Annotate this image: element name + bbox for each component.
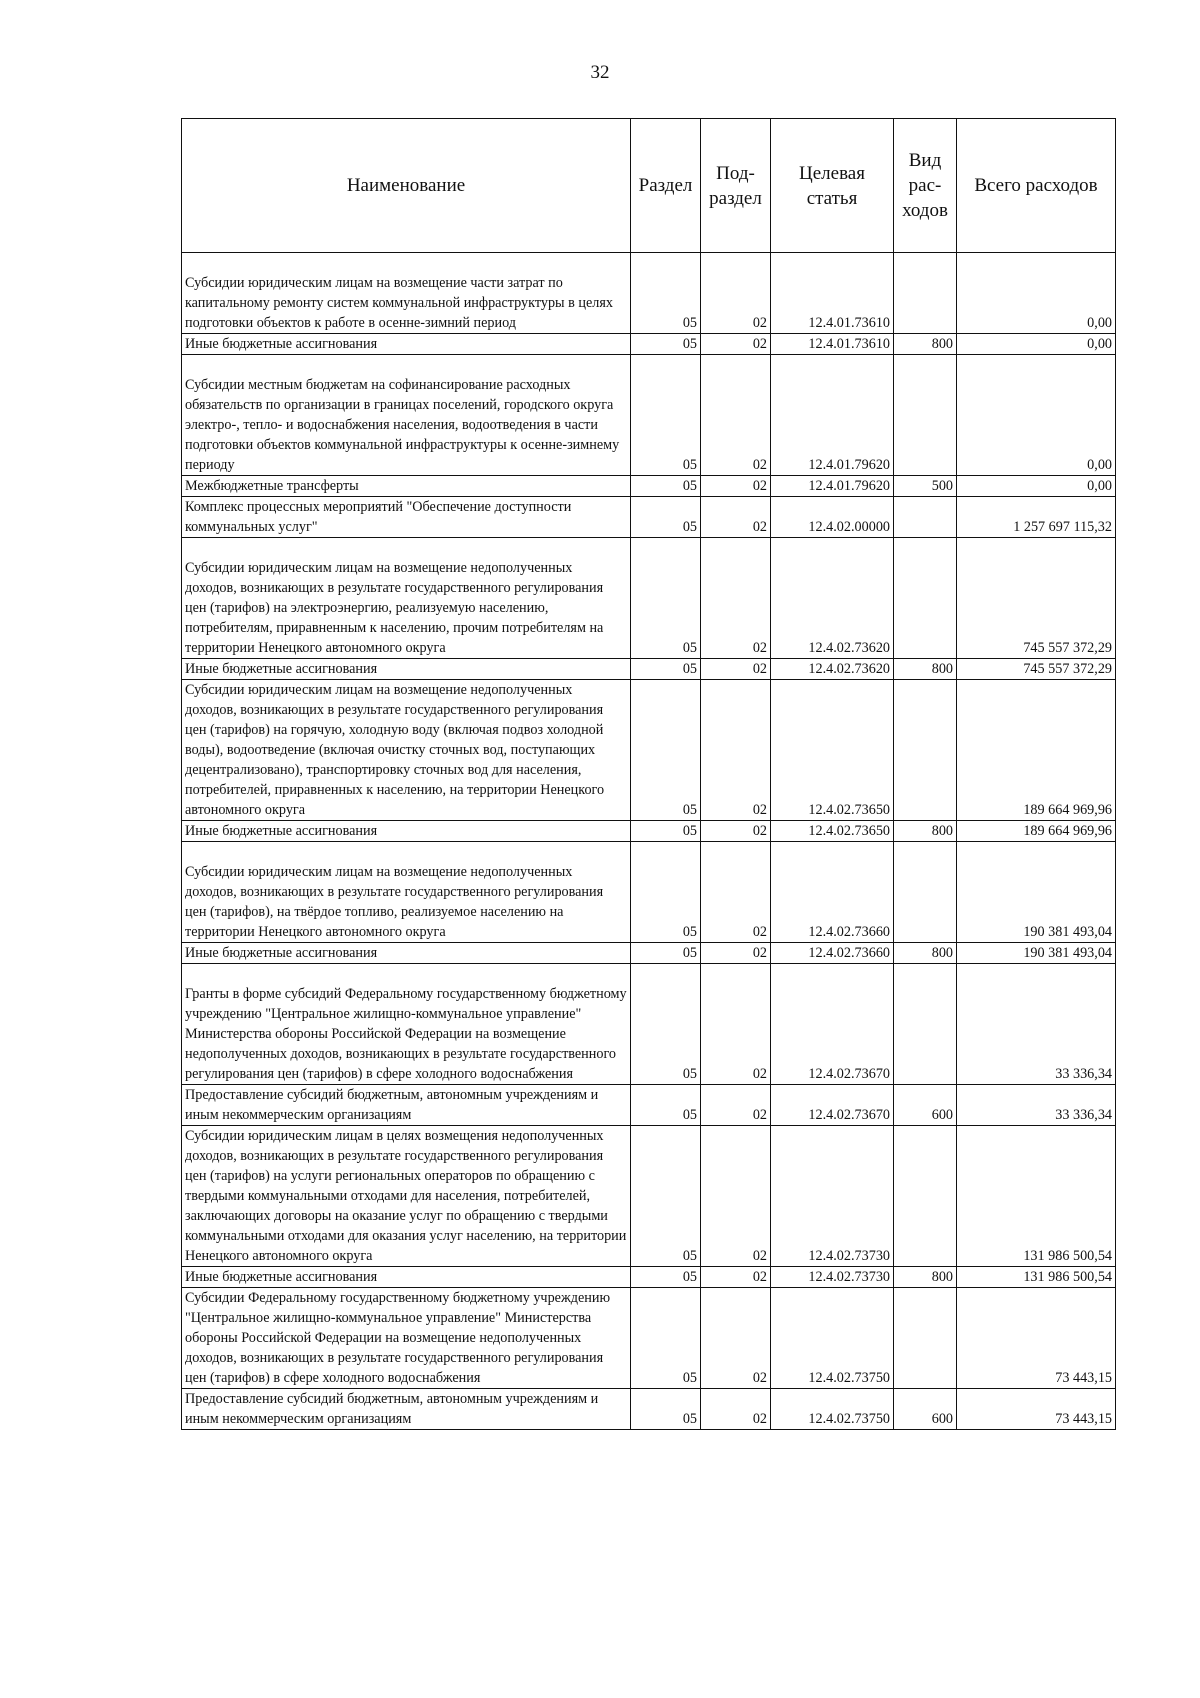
row-name: Иные бюджетные ассигнования — [182, 659, 631, 680]
header-section: Раздел — [631, 119, 701, 253]
row-target-article: 12.4.01.73610 — [771, 334, 894, 355]
row-expense-type — [894, 862, 957, 943]
header-subsection: Под- раздел — [701, 119, 771, 253]
row-section: 05 — [631, 1288, 701, 1389]
row-expense-type: 500 — [894, 476, 957, 497]
row-subsection: 02 — [701, 680, 771, 821]
row-total: 1 257 697 115,32 — [957, 497, 1116, 538]
row-total: 33 336,34 — [957, 1085, 1116, 1126]
row-name: Предоставление субсидий бюджетным, автономным учреждениям и иным некоммерческим организациям — [182, 1389, 631, 1430]
row-target-article: 12.4.02.73730 — [771, 1126, 894, 1267]
row-expense-type: 800 — [894, 943, 957, 964]
row-total: 33 336,34 — [957, 984, 1116, 1085]
spacer-row — [182, 964, 1116, 985]
spacer-row — [182, 253, 1116, 274]
row-expense-type — [894, 497, 957, 538]
row-subsection: 02 — [701, 821, 771, 842]
row-subsection: 02 — [701, 943, 771, 964]
row-section: 05 — [631, 821, 701, 842]
row-name: Предоставление субсидий бюджетным, автономным учреждениям и иным некоммерческим организациям — [182, 1085, 631, 1126]
row-section: 05 — [631, 1267, 701, 1288]
row-section: 05 — [631, 1085, 701, 1126]
row-section: 05 — [631, 680, 701, 821]
row-section: 05 — [631, 862, 701, 943]
row-subsection: 02 — [701, 1389, 771, 1430]
table-header-row — [182, 119, 1116, 253]
row-name: Субсидии юридическим лицам в целях возмещения недополученных доходов, возникающих в результате государственного регулирования цен (тарифов) на услуги региональных операторов по обращению с твердыми коммунальными отходами для населения, потребителей, заключающих договоры на оказание услуг по обращению с твердыми коммунальными отходами для оказания услуг населению, на территории Ненецкого автономного округа — [182, 1126, 631, 1267]
row-expense-type — [894, 1288, 957, 1389]
row-subsection: 02 — [701, 558, 771, 659]
row-expense-type — [894, 273, 957, 334]
row-total: 745 557 372,29 — [957, 558, 1116, 659]
header-target-article: Целевая статья — [771, 119, 894, 253]
row-total: 190 381 493,04 — [957, 943, 1116, 964]
table-row — [182, 558, 1116, 659]
row-expense-type — [894, 375, 957, 476]
table-row — [182, 862, 1116, 943]
row-section: 05 — [631, 476, 701, 497]
row-expense-type: 600 — [894, 1389, 957, 1430]
row-expense-type: 800 — [894, 821, 957, 842]
row-name: Иные бюджетные ассигнования — [182, 943, 631, 964]
row-target-article: 12.4.01.79620 — [771, 476, 894, 497]
page-number: 32 — [590, 62, 610, 83]
row-section: 05 — [631, 659, 701, 680]
table-row — [182, 375, 1116, 476]
row-total: 131 986 500,54 — [957, 1267, 1116, 1288]
row-target-article: 12.4.02.73750 — [771, 1389, 894, 1430]
row-expense-type: 600 — [894, 1085, 957, 1126]
row-subsection: 02 — [701, 497, 771, 538]
row-target-article: 12.4.02.73650 — [771, 680, 894, 821]
row-subsection: 02 — [701, 375, 771, 476]
row-name: Субсидии юридическим лицам на возмещение недополученных доходов, возникающих в результате государственного регулирования цен (тарифов) на горячую, холодную воду (включая подвоз холодной воды), водоотведение (включая очистку сточных вод, поступающих децентрализовано), транспортировку сточных вод для населения, потребителей, приравненных к населению, на территории Ненецкого автономного округа — [182, 680, 631, 821]
row-section: 05 — [631, 375, 701, 476]
row-subsection: 02 — [701, 862, 771, 943]
row-name: Комплекс процессных мероприятий "Обеспечение доступности коммунальных услуг" — [182, 497, 631, 538]
row-name: Иные бюджетные ассигнования — [182, 1267, 631, 1288]
row-section: 05 — [631, 497, 701, 538]
row-name: Межбюджетные трансферты — [182, 476, 631, 497]
row-total: 73 443,15 — [957, 1288, 1116, 1389]
row-total: 190 381 493,04 — [957, 862, 1116, 943]
row-expense-type: 800 — [894, 1267, 957, 1288]
row-name: Иные бюджетные ассигнования — [182, 334, 631, 355]
budget-table — [181, 118, 1116, 1430]
table-row — [182, 680, 1116, 821]
table-row — [182, 1288, 1116, 1389]
row-subsection: 02 — [701, 1267, 771, 1288]
header-total: Всего расходов — [957, 119, 1116, 253]
row-section: 05 — [631, 1389, 701, 1430]
row-total: 0,00 — [957, 375, 1116, 476]
row-section: 05 — [631, 943, 701, 964]
table-row — [182, 1126, 1116, 1267]
row-name: Субсидии юридическим лицам на возмещение недополученных доходов, возникающих в результате государственного регулирования цен (тарифов), на твёрдое топливо, реализуемое населению на территории Ненецкого автономного округа — [182, 862, 631, 943]
row-target-article: 12.4.02.73620 — [771, 558, 894, 659]
row-target-article: 12.4.02.73670 — [771, 1085, 894, 1126]
row-expense-type: 800 — [894, 334, 957, 355]
table-row — [182, 1267, 1116, 1288]
row-target-article: 12.4.02.00000 — [771, 497, 894, 538]
table-row — [182, 821, 1116, 842]
row-expense-type — [894, 1126, 957, 1267]
header-name: Наименование — [182, 119, 631, 253]
spacer-row — [182, 538, 1116, 559]
row-target-article: 12.4.02.73660 — [771, 862, 894, 943]
row-target-article: 12.4.02.73650 — [771, 821, 894, 842]
table-row — [182, 334, 1116, 355]
row-name: Субсидии юридическим лицам на возмещение части затрат по капитальному ремонту систем коммунальной инфраструктуры в целях подготовки объектов к работе в осенне-зимний период — [182, 273, 631, 334]
row-target-article: 12.4.01.73610 — [771, 273, 894, 334]
header-expense-type: Вид рас- ходов — [894, 119, 957, 253]
table-row — [182, 476, 1116, 497]
row-subsection: 02 — [701, 659, 771, 680]
row-target-article: 12.4.01.79620 — [771, 375, 894, 476]
table-body — [182, 253, 1116, 1430]
row-total: 189 664 969,96 — [957, 680, 1116, 821]
row-total: 73 443,15 — [957, 1389, 1116, 1430]
table-row — [182, 1085, 1116, 1126]
row-subsection: 02 — [701, 1085, 771, 1126]
table-row — [182, 943, 1116, 964]
row-total: 0,00 — [957, 334, 1116, 355]
row-expense-type — [894, 680, 957, 821]
row-name: Иные бюджетные ассигнования — [182, 821, 631, 842]
row-name: Субсидии юридическим лицам на возмещение недополученных доходов, возникающих в результате государственного регулирования цен (тарифов) на электроэнергию, реализуемую населению, потребителям, приравненным к населению, прочим потребителям на территории Ненецкого автономного округа — [182, 558, 631, 659]
row-subsection: 02 — [701, 1126, 771, 1267]
row-subsection: 02 — [701, 334, 771, 355]
row-target-article: 12.4.02.73730 — [771, 1267, 894, 1288]
row-section: 05 — [631, 334, 701, 355]
row-total: 189 664 969,96 — [957, 821, 1116, 842]
row-section: 05 — [631, 984, 701, 1085]
row-target-article: 12.4.02.73670 — [771, 984, 894, 1085]
row-total: 131 986 500,54 — [957, 1126, 1116, 1267]
row-target-article: 12.4.02.73620 — [771, 659, 894, 680]
spacer-row — [182, 842, 1116, 863]
row-expense-type — [894, 558, 957, 659]
row-name: Гранты в форме субсидий Федеральному государственному бюджетному учреждению "Центральное жилищно-коммунальное управление" Министерства обороны Российской Федерации на возмещение недополученных доходов, возникающих в результате государственного регулирования цен (тарифов) в сфере холодного водоснабжения — [182, 984, 631, 1085]
row-total: 745 557 372,29 — [957, 659, 1116, 680]
row-section: 05 — [631, 558, 701, 659]
row-subsection: 02 — [701, 476, 771, 497]
row-target-article: 12.4.02.73750 — [771, 1288, 894, 1389]
row-subsection: 02 — [701, 273, 771, 334]
row-name: Субсидии местным бюджетам на софинансирование расходных обязательств по организации в границах поселений, городского округа электро-, тепло- и водоснабжения населения, водоотведения в части подготовки объектов коммунальной инфраструктуры к осенне-зимнему периоду — [182, 375, 631, 476]
row-section: 05 — [631, 1126, 701, 1267]
row-total: 0,00 — [957, 476, 1116, 497]
spacer-row — [182, 355, 1116, 376]
table-row — [182, 497, 1116, 538]
row-name: Субсидии Федеральному государственному бюджетному учреждению "Центральное жилищно-коммунальное управление" Министерства обороны Российской Федерации на возмещение недополученных доходов, возникающих в результате государственного регулирования цен (тарифов) в сфере холодного водоснабжения — [182, 1288, 631, 1389]
table-row — [182, 1389, 1116, 1430]
table-row — [182, 659, 1116, 680]
row-section: 05 — [631, 273, 701, 334]
row-expense-type — [894, 984, 957, 1085]
table-row — [182, 273, 1116, 334]
row-total: 0,00 — [957, 273, 1116, 334]
row-target-article: 12.4.02.73660 — [771, 943, 894, 964]
row-subsection: 02 — [701, 984, 771, 1085]
table-row — [182, 984, 1116, 1085]
row-subsection: 02 — [701, 1288, 771, 1389]
row-expense-type: 800 — [894, 659, 957, 680]
